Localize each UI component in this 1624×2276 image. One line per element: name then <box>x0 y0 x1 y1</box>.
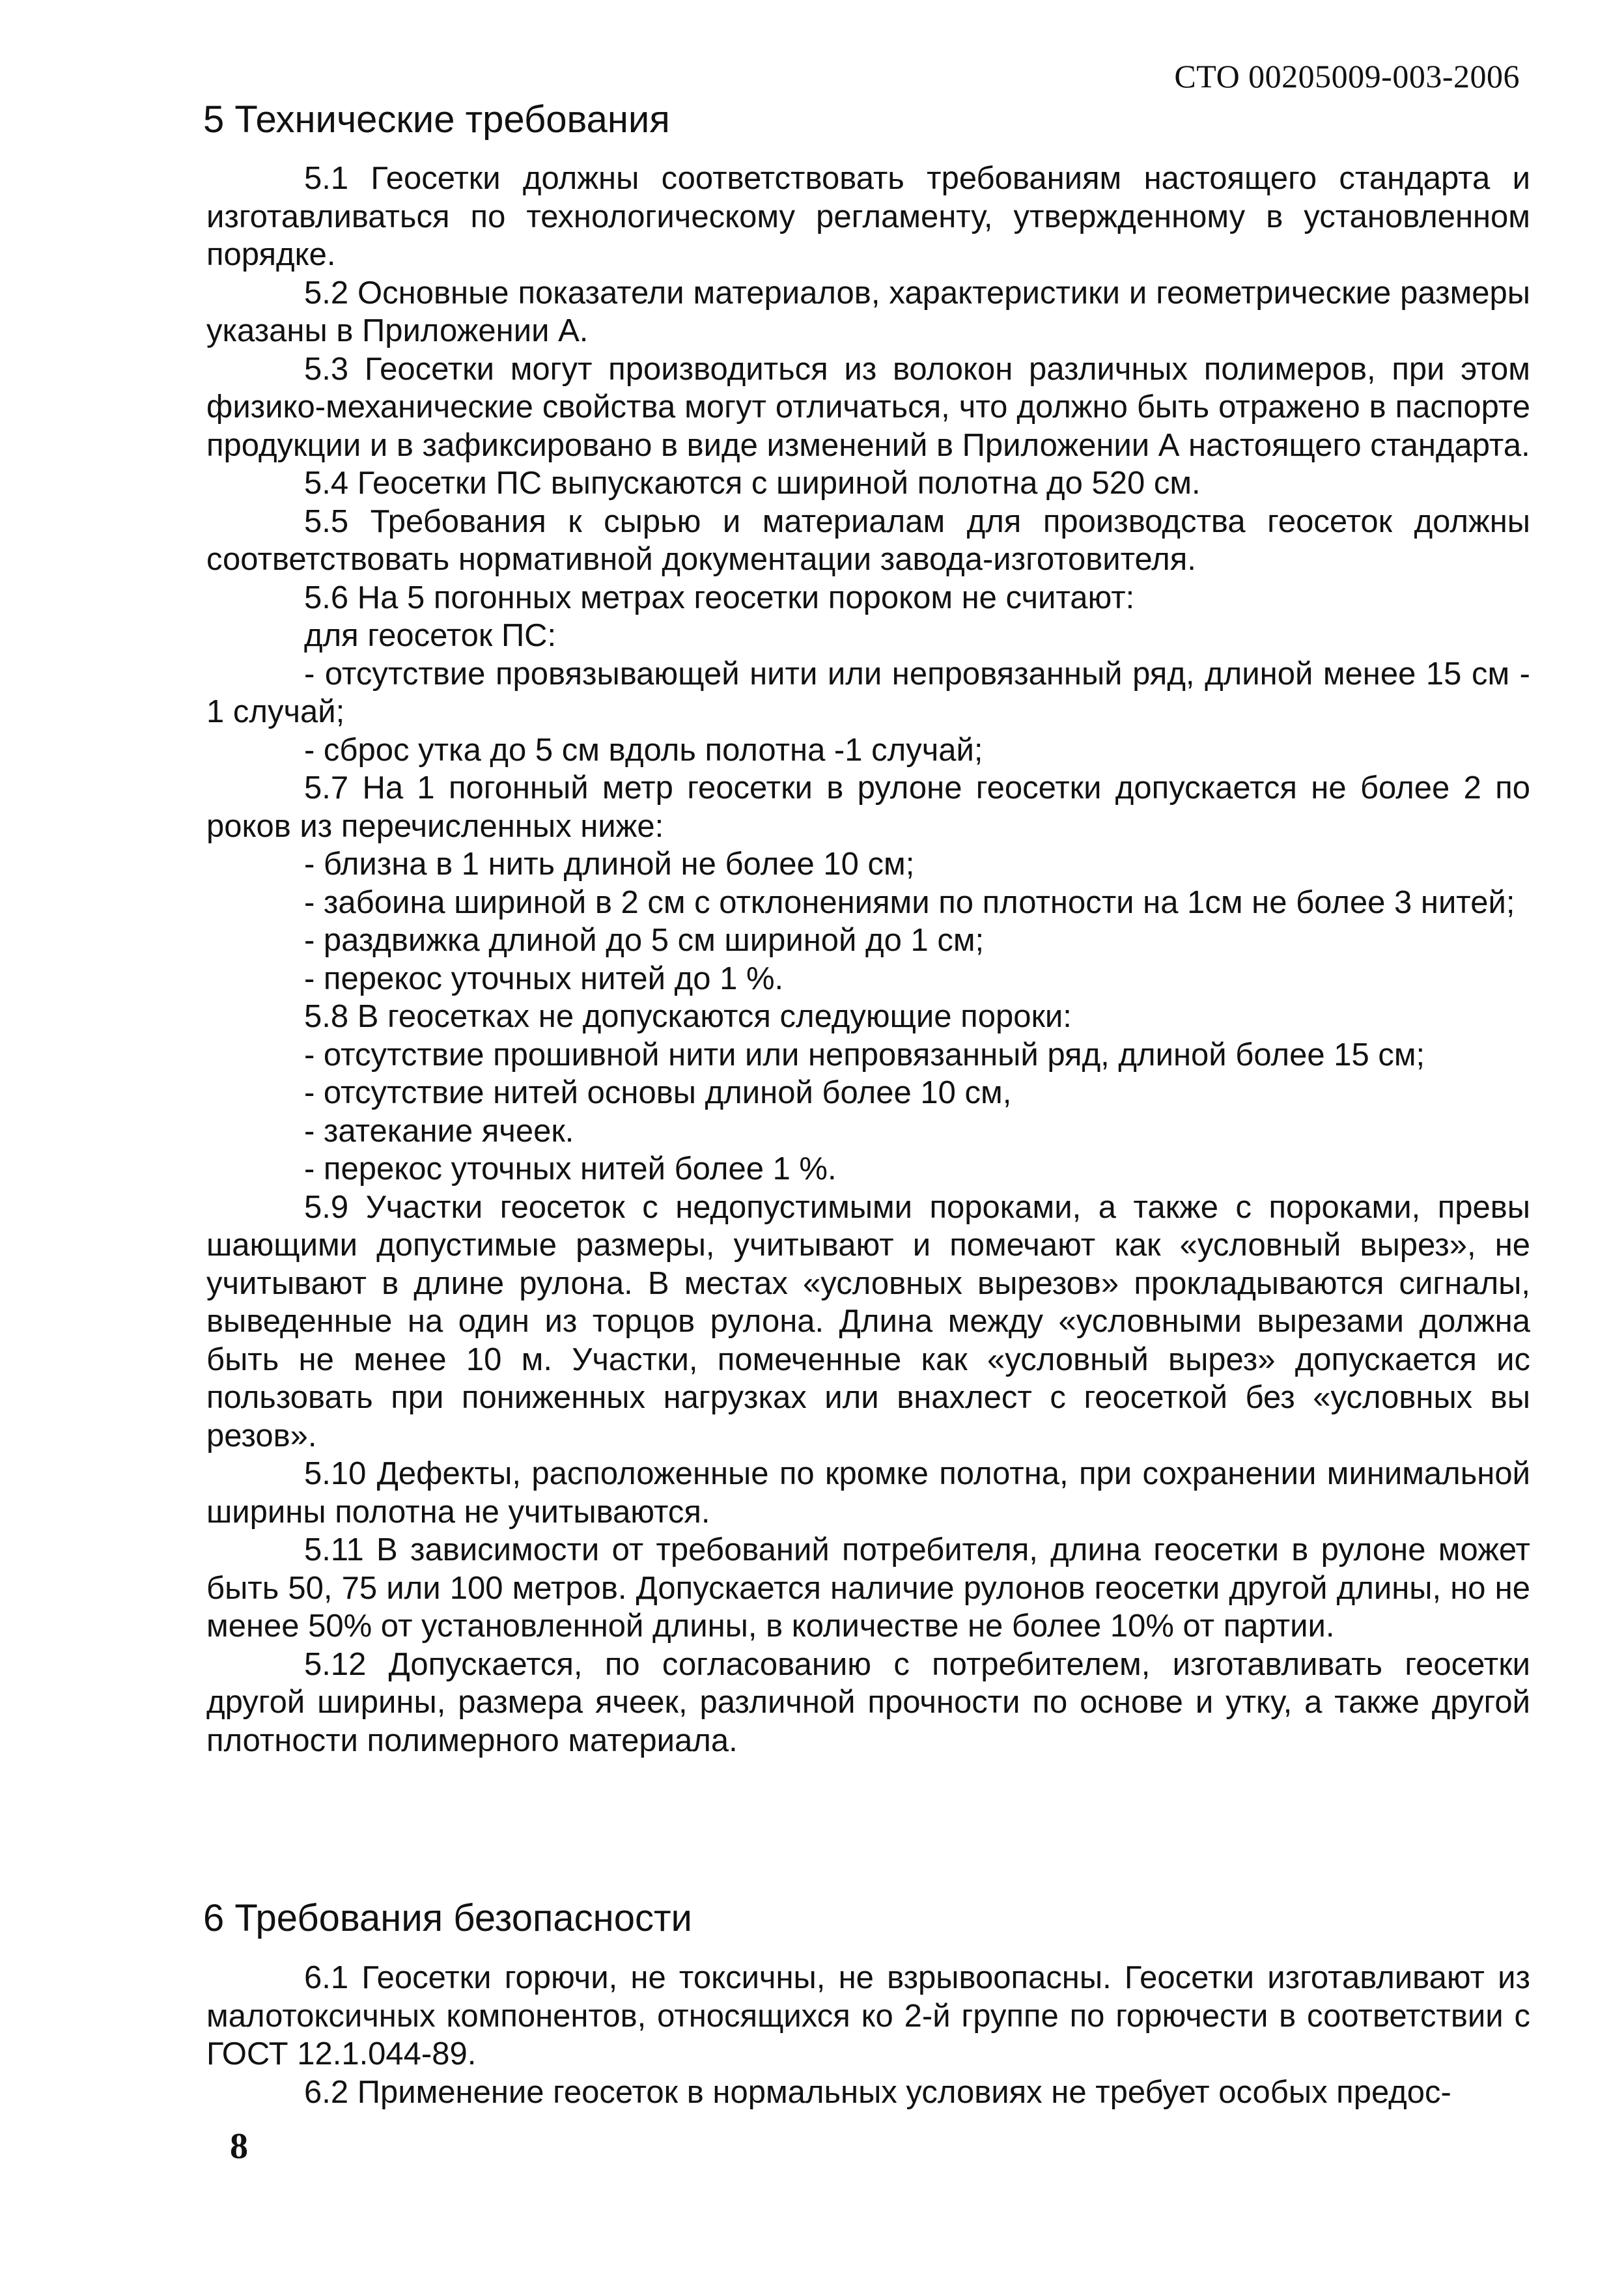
list-item: - сброс утка до 5 см вдоль полотна -1 случай; <box>304 732 983 768</box>
document-code: СТО 00205009-003-2006 <box>1174 58 1520 94</box>
list-item: - отсутствие прошивной нити или непровязанный ряд, длиной более 15 см; <box>304 1037 1425 1073</box>
list-item: - раздвижка длиной до 5 см шириной до 1 см; <box>304 923 985 958</box>
paragraph-5-2: 5.2 Основные показатели материалов, характеристики и геометрические размеры указаны в Приложении А. <box>206 275 1530 348</box>
paragraph-5-6: 5.6 На 5 погонных метрах геосетки пороком не считают: <box>304 580 1135 615</box>
list-item: - перекос уточных нитей до 1 %. <box>304 961 784 996</box>
section-5-title: 5 Технические требования <box>203 98 670 141</box>
list-item: - перекос уточных нитей более 1 %. <box>304 1151 837 1187</box>
paragraph-5-11: 5.11 В зависимости от требований потребителя, длина геосетки в рулоне может быть 50, 75 или 100 метров. Допускается наличие рулонов геосетки другой длины, но не менее 50% от установленной длины, в количестве не более 10% от партии. <box>206 1532 1530 1644</box>
paragraph-6-1: 6.1 Геосетки горючи, не токсичны, не взрывоопасны. Геосетки изготавливают из малотоксичных компонентов, относящихся ко 2-й группе по горючести в соответствии с ГОСТ 12.1.044-89. <box>206 1960 1530 2072</box>
section-6-body <box>206 1959 1530 2111</box>
list-item: для геосеток ПС: <box>304 618 557 653</box>
list-item: - отсутствие провязывающей нити или непровязанный ряд, длиной менее 15 см - 1 случай; <box>206 656 1530 729</box>
paragraph-5-9: 5.9 Участки геосеток с недопустимыми пороками, а также с пороками, превы шающими допустимые размеры, учитывают и помечают как «условный вырез», не учитывают в длине рулона. В местах «условных вырезов» прокладываются сигналы, выведенные на один из торцов рулона. Длина между «условными вырезами должна быть не менее 10 м. Участки, помеченные как «условный вырез» допускается ис пользовать при пониженных нагрузках или внахлест с геосеткой без «условных вы резов». <box>206 1189 1530 1454</box>
section-6-title: 6 Требования безопасности <box>203 1897 692 1939</box>
paragraph-5-5: 5.5 Требования к сырью и материалам для производства геосеток должны соответствовать нормативной документации завода-изготовителя. <box>206 503 1530 577</box>
list-item: - забоина шириной в 2 см с отклонениями по плотности на 1см не более 3 нитей; <box>304 884 1515 920</box>
paragraph-6-2: 6.2 Применение геосеток в нормальных условиях не требует особых предос- <box>304 2074 1451 2110</box>
section-5-body <box>206 160 1530 1760</box>
list-item: - затекание ячеек. <box>304 1113 574 1149</box>
list-item: - отсутствие нитей основы длиной более 10 см, <box>304 1075 1012 1110</box>
paragraph-5-8: 5.8 В геосетках не допускаются следующие пороки: <box>304 999 1072 1034</box>
paragraph-5-4: 5.4 Геосетки ПС выпускаются с шириной полотна до 520 см. <box>304 466 1201 501</box>
paragraph-5-1: 5.1 Геосетки должны соответствовать требованиям настоящего стандарта и изготавливаться по технологическому регламенту, утвержденному в установленном порядке. <box>206 161 1530 272</box>
paragraph-5-12: 5.12 Допускается, по согласованию с потребителем, изготавливать геосетки другой ширины, размера ячеек, различной прочности по основе и утку, а также другой плотности полимерного материала. <box>206 1646 1530 1758</box>
page-number: 8 <box>230 2126 248 2167</box>
paragraph-5-3: 5.3 Геосетки могут производиться из волокон различных полимеров, при этом физико-механические свойства могут отличаться, что должно быть отражено в паспорте продукции и в зафиксировано в виде изменений в Приложении А настоящего стандарта. <box>206 351 1530 463</box>
paragraph-5-7: 5.7 На 1 погонный метр геосетки в рулоне геосетки допускается не более 2 по роков из перечисленных ниже: <box>206 770 1530 844</box>
paragraph-5-10: 5.10 Дефекты, расположенные по кромке полотна, при сохранении минимальной ширины полотна не учитываются. <box>206 1456 1530 1530</box>
list-item: - близна в 1 нить длиной не более 10 см; <box>304 847 915 882</box>
